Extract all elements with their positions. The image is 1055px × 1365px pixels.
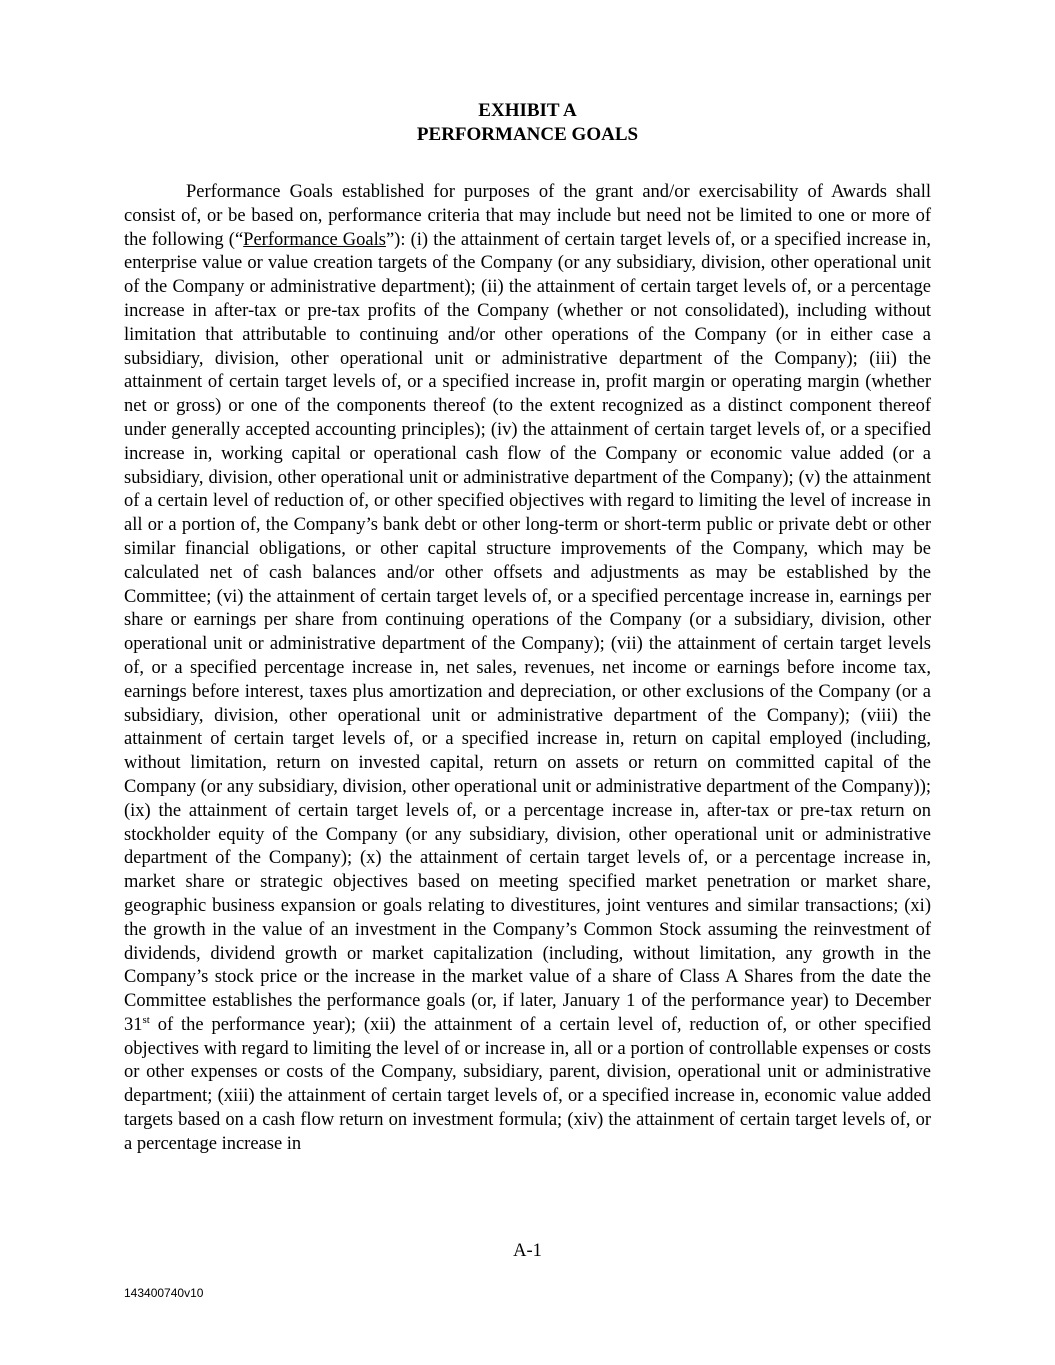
- exhibit-heading: EXHIBIT A: [478, 100, 577, 121]
- paragraph-text-middle: ”): (i) the attainment of certain target levels of, or a specified increase in, enterprise value or value creation targets of the Company (or any subsidiary, division, other operational unit of the Company or administrative department); (ii) the attainment of certain target levels of, or a percentage increase in after-tax or pre-tax profits of the Company (whether or not consolidated), including without limitation that attributable to continuing and/or other operations of the Company (or in either case a subsidiary, division, other operational unit or administrative department of the Company); (iii) the attainment of certain target levels of, or a specified increase in, profit margin or operating margin (whether net or gross) or one of the components thereof (to the extent recognized as a distinct component thereof under generally accepted accounting principles); (iv) the attainment of certain target levels of, or a specified increase in, working capital or operational cash flow of the Company or economic value added (or a subsidiary, division, other operational unit or administrative department of the Company); (v) the attainment of a certain level of reduction of, or other specified objectives with regard to limiting the level of increase in all or a portion of, the Company’s bank debt or other long-term or short-term public or private debt or other similar financial obligations, or other capital structure improvements of the Company, which may be calculated net of cash balances and/or other offsets and adjustments as may be established by the Committee; (vi) the attainment of certain target levels of, or a specified percentage increase in, earnings per share or earnings per share from continuing operations of the Company (or a subsidiary, division, other operational unit or administrative department of the Company); (vii) the attainment of certain target levels of, or a specified percentage increase in, net sales, revenues, net income or earnings before income tax, earnings before interest, taxes plus amortization and depreciation, or other exclusions of the Company (or a subsidiary, division, other operational unit or administrative department of the Company); (viii) the attainment of certain target levels of, or a specified increase in, return on capital employed (including, without limitation, return on invested capital, return on assets or return on committed capital of the Company (or any subsidiary, division, other operational unit or administrative department of the Company)); (ix) the attainment of certain target levels of, or a percentage increase in, after-tax or pre-tax return on stockholder equity of the Company (or any subsidiary, division, other operational unit or administrative department of the Company); (x) the attainment of certain target levels of, or a percentage increase in, market share or strategic objectives based on meeting specified market penetration or market share, geographic business expansion or goals relating to divestitures, joint ventures and similar transactions; (xi) the growth in the value of an investment in the Company’s Common Stock assuming the reinvestment of dividends, dividend growth or market capitalization (including, without limitation, any growth in the Company’s stock price or the increase in the market value of a share of Class A Shares from the date the Committee establishes the performance goals (or, if later, January 1 of the performance year) to December 31: [124, 229, 931, 1035]
- performance-goals-paragraph: [124, 181, 931, 1157]
- defined-term: Performance Goals: [243, 229, 386, 250]
- section-title: PERFORMANCE GOALS: [416, 124, 639, 145]
- ordinal-superscript: st: [142, 1013, 150, 1026]
- paragraph-text-start: Performance Goals established for purposes of the grant and/or exercisability of Awards shall consist of, or be based on, performance criteria that may include but need not be limited to one or more of the following (“: [124, 182, 931, 250]
- paragraph-text-end: of the performance year); (xii) the attainment of a certain level of, reduction of, or other specified objectives with regard to limiting the level of or increase in, all or a portion of controllable expenses or costs or other expenses or costs of the Company, subsidiary, parent, division, operational unit or administrative department; (xiii) the attainment of certain target levels of, or a specified increase in, economic value added targets based on a cash flow return on investment formula; (xiv) the attainment of certain target levels of, or a percentage increase in: [124, 1014, 931, 1154]
- page-number: A-1: [513, 1241, 542, 1261]
- document-id: 143400740v10: [124, 1286, 204, 1300]
